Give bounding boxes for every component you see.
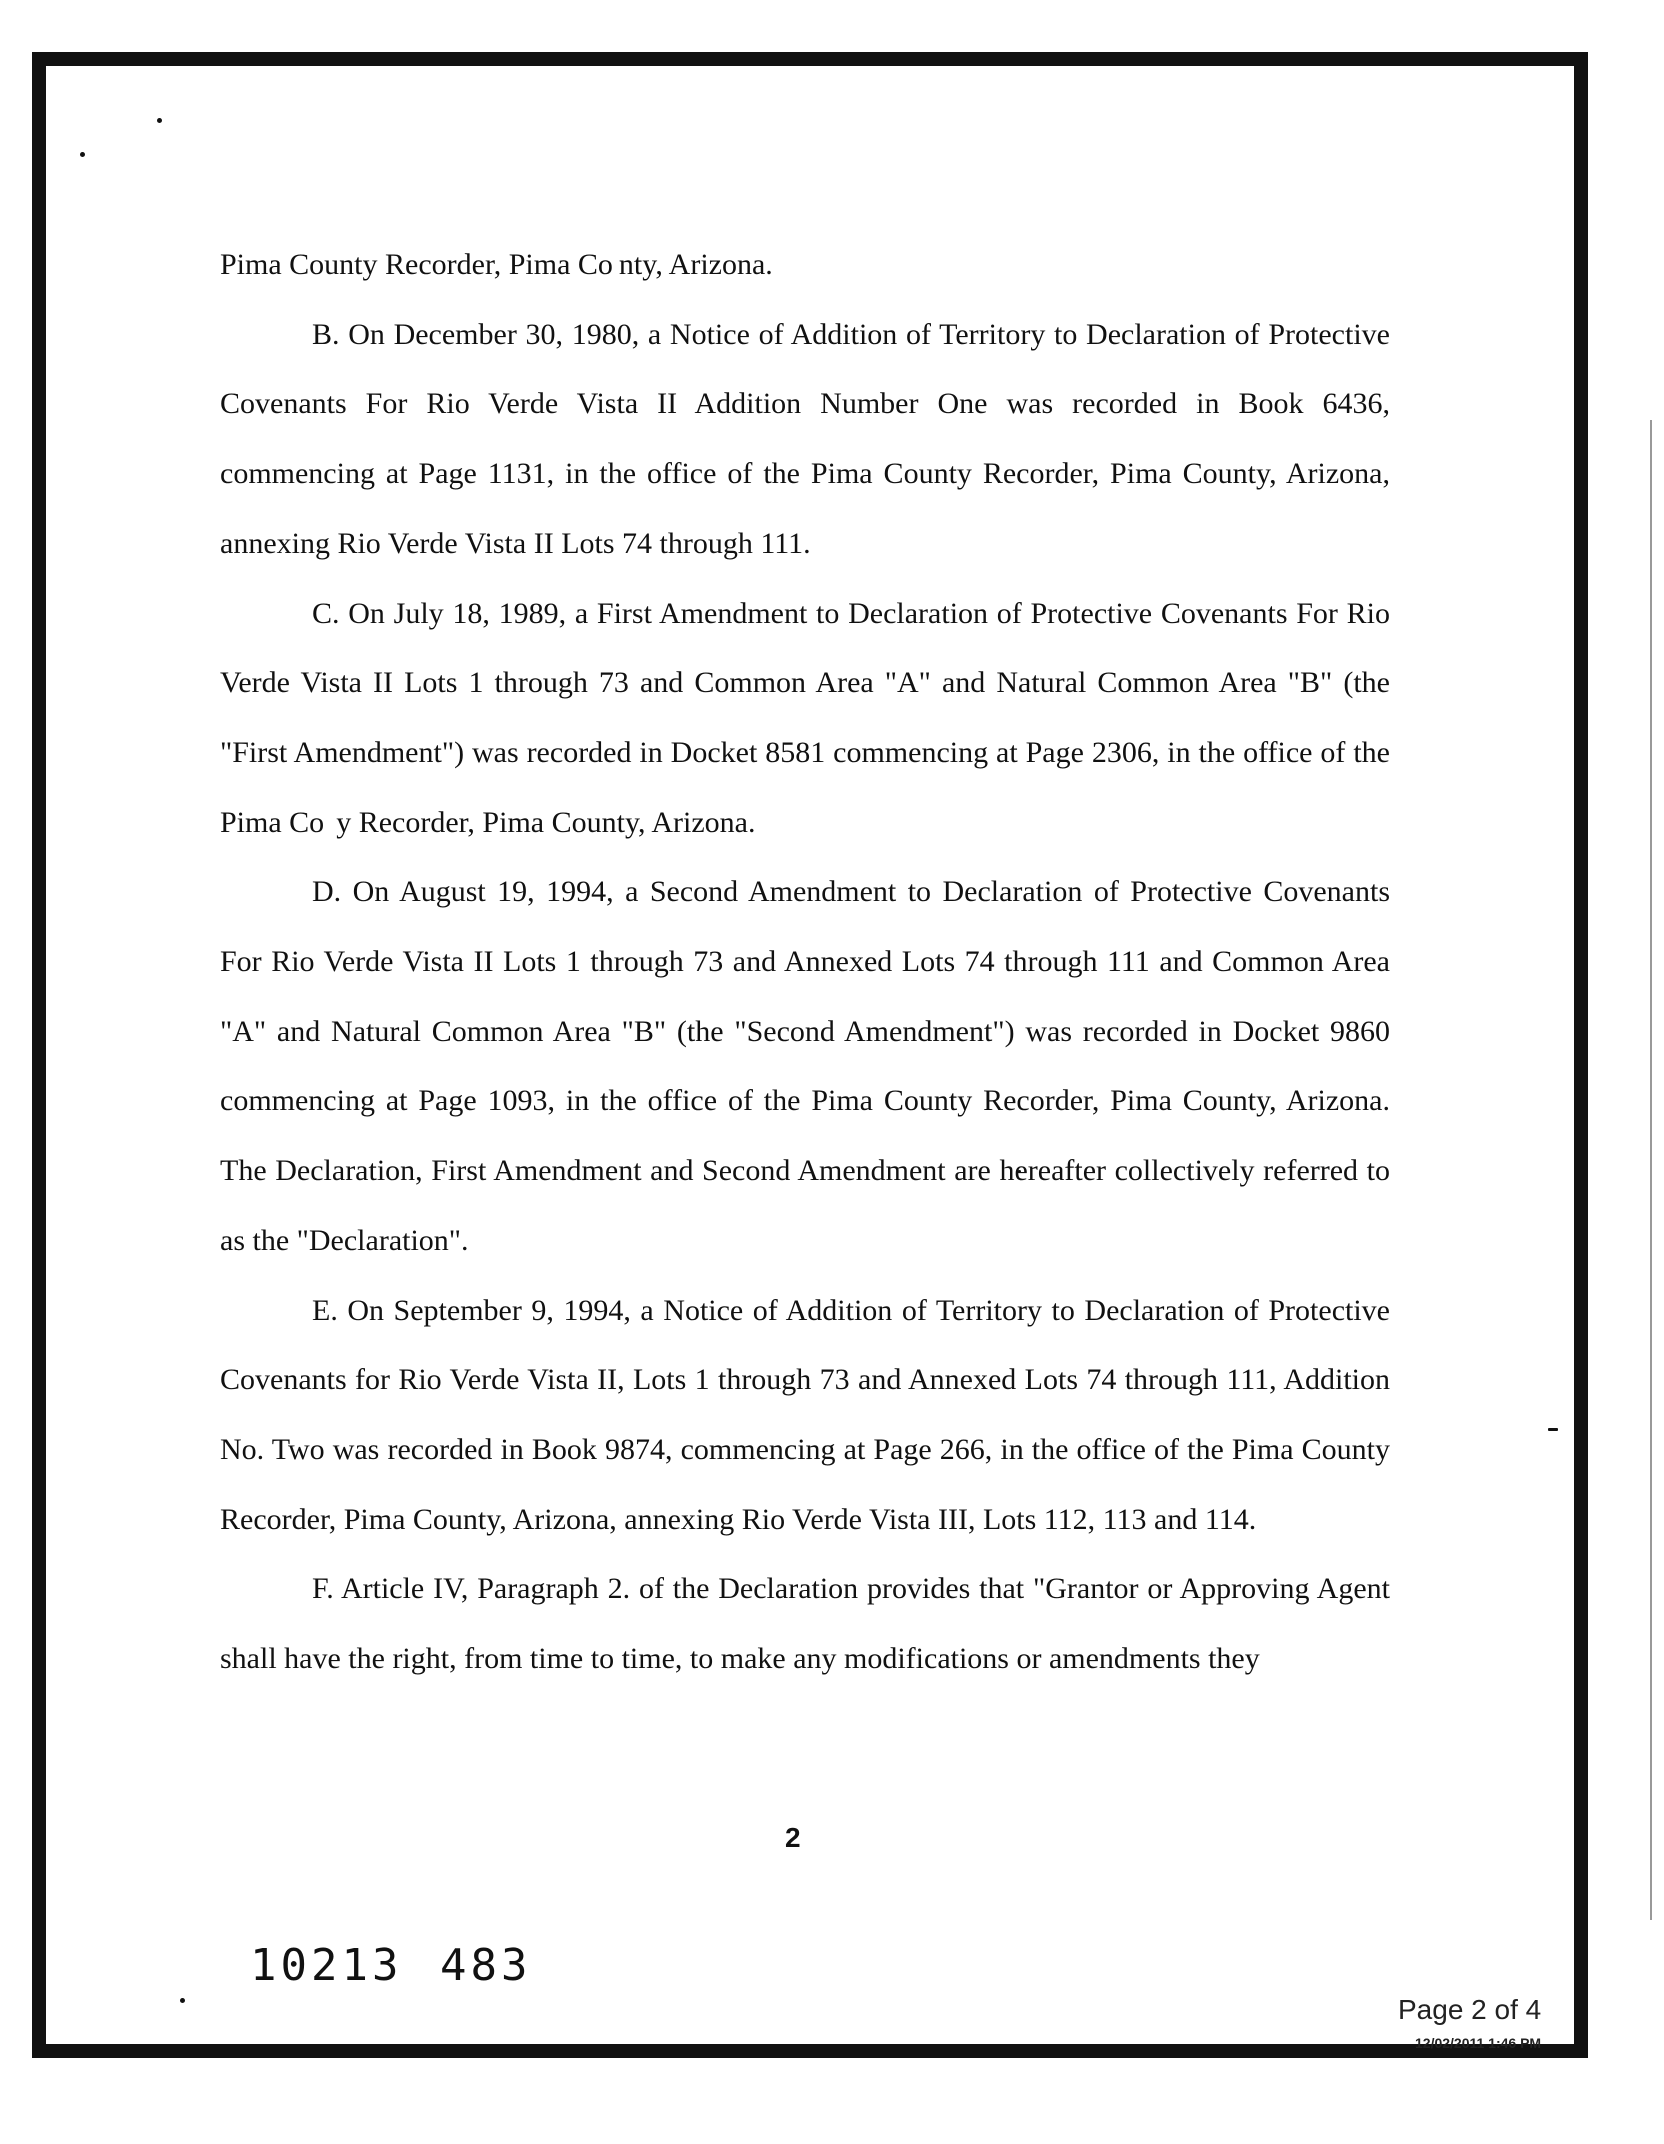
scan-speck bbox=[157, 118, 162, 123]
recording-page-number: 483 bbox=[440, 1940, 532, 1991]
paragraph-e: E. On September 9, 1994, a Notice of Addition of Territory to Declaration of Protective Covenants for Rio Verde Vista II, Lots 1 through 73 and Annexed Lots 74 through 111, Addition No. Two was recorded in Book 9874, commencing at Page 266, in the office of the Pima County Recorder, Pima County, Arizona, annexing Rio Verde Vista III, Lots 112, 113 and 114. bbox=[220, 1293, 1390, 1536]
scan-speck bbox=[180, 1998, 185, 2003]
scan-speck bbox=[80, 152, 85, 157]
lead-line: Pima County Recorder, Pima Co nty, Arizona. bbox=[220, 248, 773, 281]
paragraph-b: B. On December 30, 1980, a Notice of Addition of Territory to Declaration of Protective Covenants For Rio Verde Vista II Addition Number One was recorded in Book 6436, commencing at Page 1131, in the office of the Pima County Recorder, Pima County, Arizona, annexing Rio Verde Vista II Lots 74 through 111. bbox=[220, 317, 1390, 560]
timestamp-stamp: 12/02/2011 1:46 PM bbox=[1415, 2035, 1542, 2051]
paragraph-f: F. Article IV, Paragraph 2. of the Declaration provides that "Grantor or Approving Agent shall have the right, from time to time, to make any modifications or amendments they bbox=[220, 1572, 1390, 1676]
recording-docket-number: 10213 bbox=[250, 1940, 403, 1991]
paragraph-c: C. On July 18, 1989, a First Amendment to Declaration of Protective Covenants For Rio Verde Vista II Lots 1 through 73 and Common Area "A" and Natural Common Area "B" (the "First Amendment") was recorded in Docket 8581 commencing at Page 2306, in the office of the Pima Co y Recorder, Pima County, Arizona. bbox=[220, 596, 1390, 839]
page-number: 2 bbox=[785, 1822, 801, 1853]
scan-speck bbox=[1548, 1428, 1558, 1431]
paragraph-d: D. On August 19, 1994, a Second Amendment to Declaration of Protective Covenants For Rio Verde Vista II Lots 1 through 73 and Annexed Lots 74 through 111 and Common Area "A" and Natural Common Area "B" (the "Second Amendment") was recorded in Docket 9860 commencing at Page 1093, in the office of the Pima County Recorder, Pima County, Arizona. The Declaration, First Amendment and Second Amendment are hereafter collectively referred to as the "Declaration". bbox=[220, 875, 1390, 1257]
document-body bbox=[220, 230, 1390, 1694]
scan-edge-line bbox=[1650, 420, 1652, 1920]
page-count-stamp: Page 2 of 4 bbox=[1398, 1994, 1542, 2025]
